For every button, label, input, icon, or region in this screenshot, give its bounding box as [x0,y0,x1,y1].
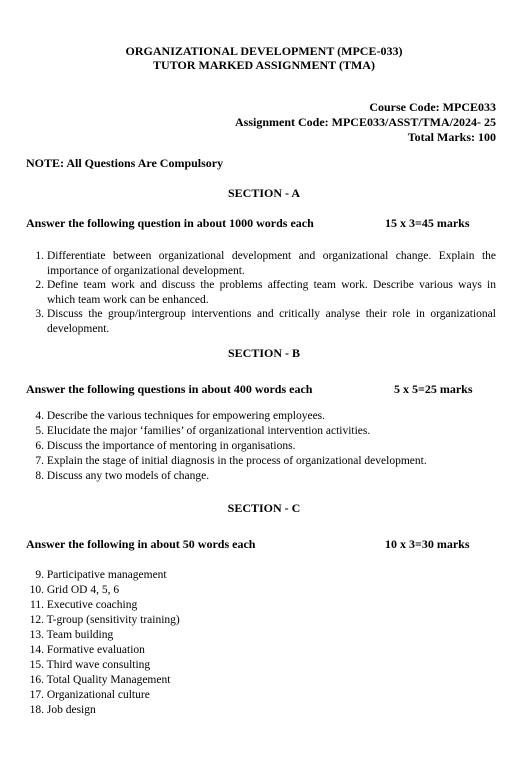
question-text: Total Quality Management [46,674,171,686]
section-b-heading: SECTION - B [227,346,301,360]
question-number: 10. [29,584,44,596]
question-number: 12. [29,614,44,626]
document-subtitle: TUTOR MARKED ASSIGNMENT (TMA) [153,58,375,72]
question-text: Define team work and discuss the problems affecting team work. Describe various ways in which team work can be enhanced. [47,279,496,306]
section-a-marks: 15 x 3=45 marks [385,216,470,230]
section-c-heading: SECTION - C [227,501,301,515]
question-text: Explain the stage of initial diagnosis in the process of organizational development. [46,455,427,467]
list-item [26,628,113,643]
question-number: 4. [35,410,44,422]
question-text: Elucidate the major ‘families’ of organizational intervention activities. [46,425,371,437]
question-number: 14. [29,644,44,656]
document-title: ORGANIZATIONAL DEVELOPMENT (MPCE-033) [125,44,403,58]
question-number: 3. [35,308,44,320]
total-marks: Total Marks: 100 [407,130,496,144]
question-text: Describe the various techniques for empowering employees. [46,410,326,422]
list-item [26,613,180,628]
question-text: Third wave consulting [46,659,151,671]
list-item [26,307,496,336]
question-number: 15. [29,659,44,671]
section-c-marks: 10 x 3=30 marks [385,537,470,551]
section-a-instruction: Answer the following question in about 1000 words each [26,216,314,230]
question-text: Participative management [46,569,167,581]
question-text: Team building [46,629,114,641]
question-number: 2. [35,279,44,291]
question-number: 18. [29,704,44,716]
question-text: Job design [46,704,96,716]
section-b-instruction: Answer the following questions in about 400 words each [26,382,313,396]
question-text: Discuss the group/intergroup interventions and critically analyse their role in organizational development. [47,308,496,335]
course-code: Course Code: MPCE033 [369,100,496,114]
question-text: Grid OD 4, 5, 6 [46,584,120,596]
assignment-code: Assignment Code: MPCE033/ASST/TMA/2024- 25 [234,115,496,129]
question-text: T-group (sensitivity training) [46,614,180,626]
list-item [26,278,496,307]
list-item [26,643,145,658]
question-number: 11. [30,599,44,611]
list-item [26,409,325,424]
list-item [26,658,150,673]
question-number: 9. [35,569,44,581]
list-item [26,568,167,583]
question-number: 13. [29,629,44,641]
list-item [26,583,119,598]
list-item [26,249,496,278]
list-item [26,598,137,613]
section-b-marks: 5 x 5=25 marks [394,382,473,396]
question-number: 1. [35,250,44,262]
question-text: Differentiate between organizational development and organizational change. Explain the importance of organizational development. [47,250,496,277]
question-text: Discuss the importance of mentoring in organisations. [46,440,296,452]
question-number: 7. [35,455,44,467]
section-a-heading: SECTION - A [227,186,301,200]
list-item [26,454,427,469]
list-item [26,469,209,484]
question-text: Executive coaching [46,599,138,611]
list-item [26,673,170,688]
list-item [26,424,370,439]
question-number: 5. [35,425,44,437]
question-number: 6. [35,440,44,452]
section-c-instruction: Answer the following in about 50 words each [26,537,256,551]
question-text: Discuss any two models of change. [46,470,210,482]
question-text: Formative evaluation [46,644,145,656]
note: NOTE: All Questions Are Compulsory [26,156,224,170]
list-item [26,439,295,454]
question-text: Organizational culture [46,689,150,701]
question-number: 17. [29,689,44,701]
list-item [26,703,96,718]
question-number: 16. [29,674,44,686]
list-item [26,688,150,703]
question-number: 8. [35,470,44,482]
